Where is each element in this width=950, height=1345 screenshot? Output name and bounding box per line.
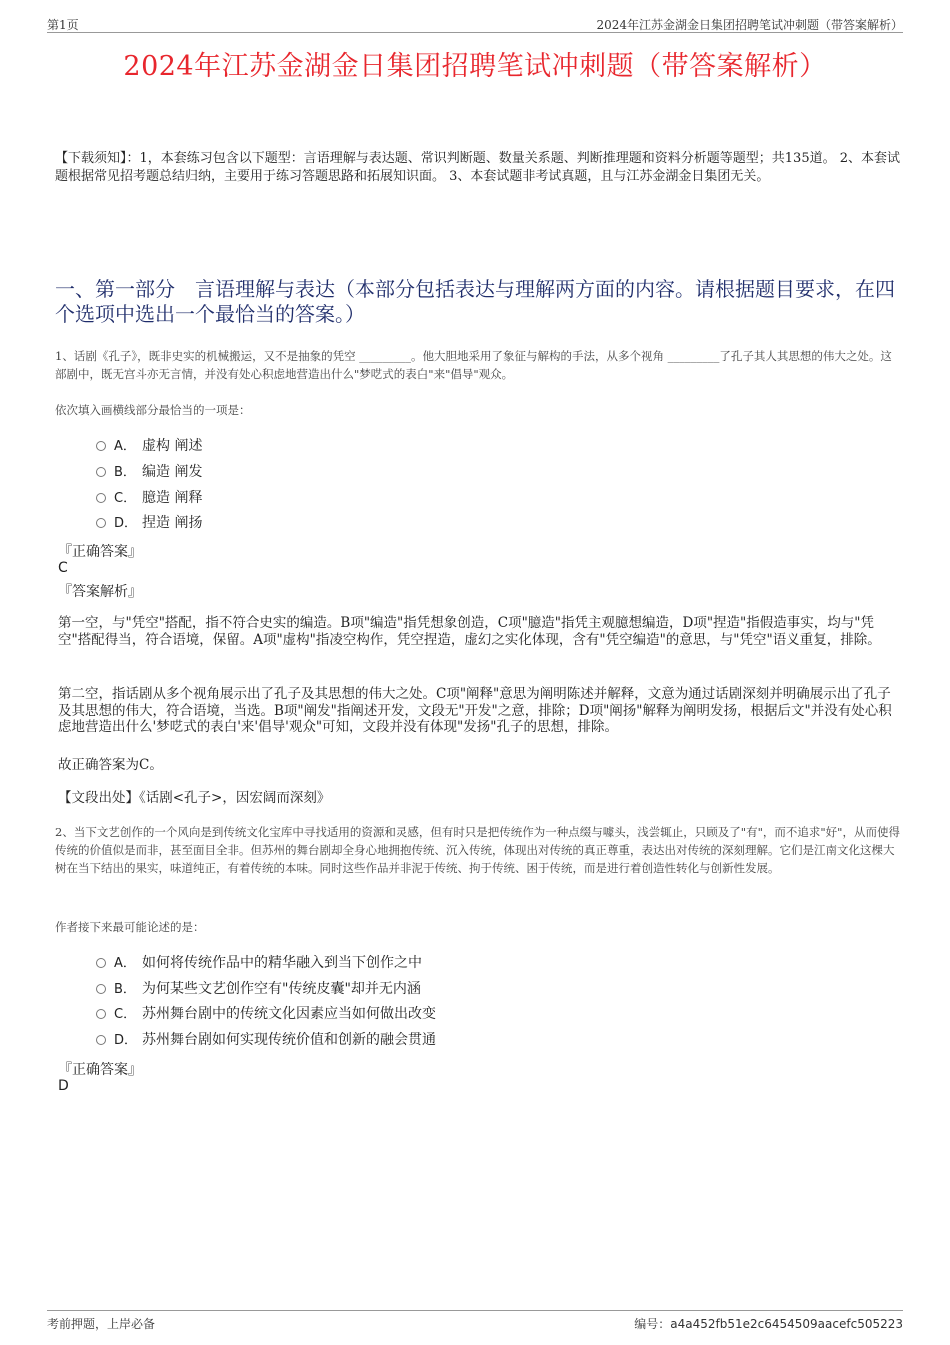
q1-option-a[interactable]: A． 虚构 阐述 [96, 436, 202, 456]
download-notice: 【下载须知】：1，本套练习包含以下题型：言语理解与表达题、常识判断题、数量关系题、判断推理题和资料分析题等题型；共135道。 2、本套试题根据常见招考题总结归纳，主要用于练习答题思路和拓展知识面。 3、本套试题非考试真题，且与江苏金湖金日集团无关。 [55, 151, 900, 184]
footer-slogan: 考前押题，上岸必备 [47, 1317, 156, 1331]
header-doc-title: 2024年江苏金湖金日集团招聘笔试冲刺题（带答案解析） [596, 18, 903, 32]
q2-answer-label: 『正确答案』 [58, 1062, 142, 1078]
q2-answer: D [58, 1078, 69, 1094]
radio-icon[interactable] [96, 493, 106, 503]
q1-analysis-part-2: 第二空，指话剧从多个视角展示出了孔子及其思想的伟大之处。C项"阐释"意思为阐明陈述并解释，文意为通过话剧深刻并明确展示出了孔子及其思想的伟大，符合语境，当选。B项"阐发"指阐述开发，文段无"开发"之意，排除；D项"阐扬"解释为阐明发扬，根据后文"并没有处心积虑地营造出什么'梦呓式的表白'来'倡导'观众"可知，文段并没有体现"发扬"孔子的思想，排除。 [58, 686, 892, 735]
q1-conclusion: 故正确答案为C。 [58, 757, 163, 773]
q1-analysis-label: 『答案解析』 [58, 584, 142, 600]
q1-option-d[interactable]: D． 捏造 阐扬 [96, 513, 202, 533]
question-1-text: 1、话剧《孔子》，既非史实的机械搬运，又不是抽象的凭空 _________。他大胆地采用了象征与解构的手法，从多个视角 _________了孔子其人其思想的伟大之处。这部剧中，既无宫斗亦无言情，并没有处心积虑地营造出什么"梦呓式的表白"来"倡导"观众。 [55, 349, 892, 381]
footer-code [634, 1315, 903, 1332]
document-title: 2024年江苏金湖金日集团招聘笔试冲刺题（带答案解析） [123, 51, 827, 82]
q2-option-a[interactable]: A． 如何将传统作品中的精华融入到当下创作之中 [96, 953, 422, 973]
q1-option-b[interactable]: B． 编造 阐发 [96, 462, 202, 482]
radio-icon[interactable] [96, 984, 106, 994]
q1-answer-label: 『正确答案』 [58, 544, 142, 560]
question-2-prompt: 作者接下来最可能论述的是： [55, 920, 205, 934]
q2-option-d[interactable]: D． 苏州舞台剧如何实现传统价值和创新的融会贯通 [96, 1030, 436, 1050]
page-number: 第1页 [47, 18, 79, 32]
q2-option-b[interactable]: B． 为何某些文艺创作空有"传统皮囊"却并无内涵 [96, 979, 421, 999]
q1-option-c[interactable]: C． 臆造 阐释 [96, 488, 202, 508]
footer-code-label: 编号： [634, 1317, 671, 1331]
page-footer [47, 1310, 903, 1331]
q1-analysis-part-1: 第一空，与"凭空"搭配，指不符合史实的编造。B项"编造"指凭想象创造，C项"臆造"指凭主观臆想编造，D项"捏造"指假造事实，均与"凭空"搭配得当，符合语境，保留。A项"虚构"指凌空构作，凭空捏造，虚幻之实化体现，含有"凭空编造"的意思，与"凭空"语义重复，排除。 [58, 615, 881, 648]
q1-answer: C [58, 560, 68, 576]
radio-icon[interactable] [96, 958, 106, 968]
section-heading: 一、第一部分 言语理解与表达（本部分包括表达与理解两方面的内容。请根据题目要求，在四个选项中选出一个最恰当的答案。） [55, 277, 895, 326]
question-1-prompt: 依次填入画横线部分最恰当的一项是： [55, 403, 251, 417]
radio-icon[interactable] [96, 1035, 106, 1045]
radio-icon[interactable] [96, 441, 106, 451]
page-header [47, 14, 903, 33]
q1-source: 【文段出处】《话剧<孔子>，因宏阔而深刻》 [58, 790, 331, 806]
radio-icon[interactable] [96, 467, 106, 477]
q2-option-c[interactable]: C． 苏州舞台剧中的传统文化因素应当如何做出改变 [96, 1004, 436, 1024]
question-2-text: 2、当下文艺创作的一个风向是到传统文化宝库中寻找适用的资源和灵感，但有时只是把传统作为一种点缀与噱头，浅尝辄止，只顾及了"有"，而不追求"好"，从而使得传统的价值似是而非，甚至面目全非。但苏州的舞台剧却全身心地拥抱传统、沉入传统，体现出对传统的真正尊重，表达出对传统的深刻理解。它们是江南文化这棵大树在当下结出的果实，味道纯正，有着传统的本味。同时这些作品并非泥于传统、拘于传统、困于传统，而是进行着创造性转化与创新性发展。 [55, 825, 900, 875]
radio-icon[interactable] [96, 518, 106, 528]
footer-code-value: a4a452fb51e2c6454509aacefc505223 [670, 1317, 903, 1331]
radio-icon[interactable] [96, 1009, 106, 1019]
